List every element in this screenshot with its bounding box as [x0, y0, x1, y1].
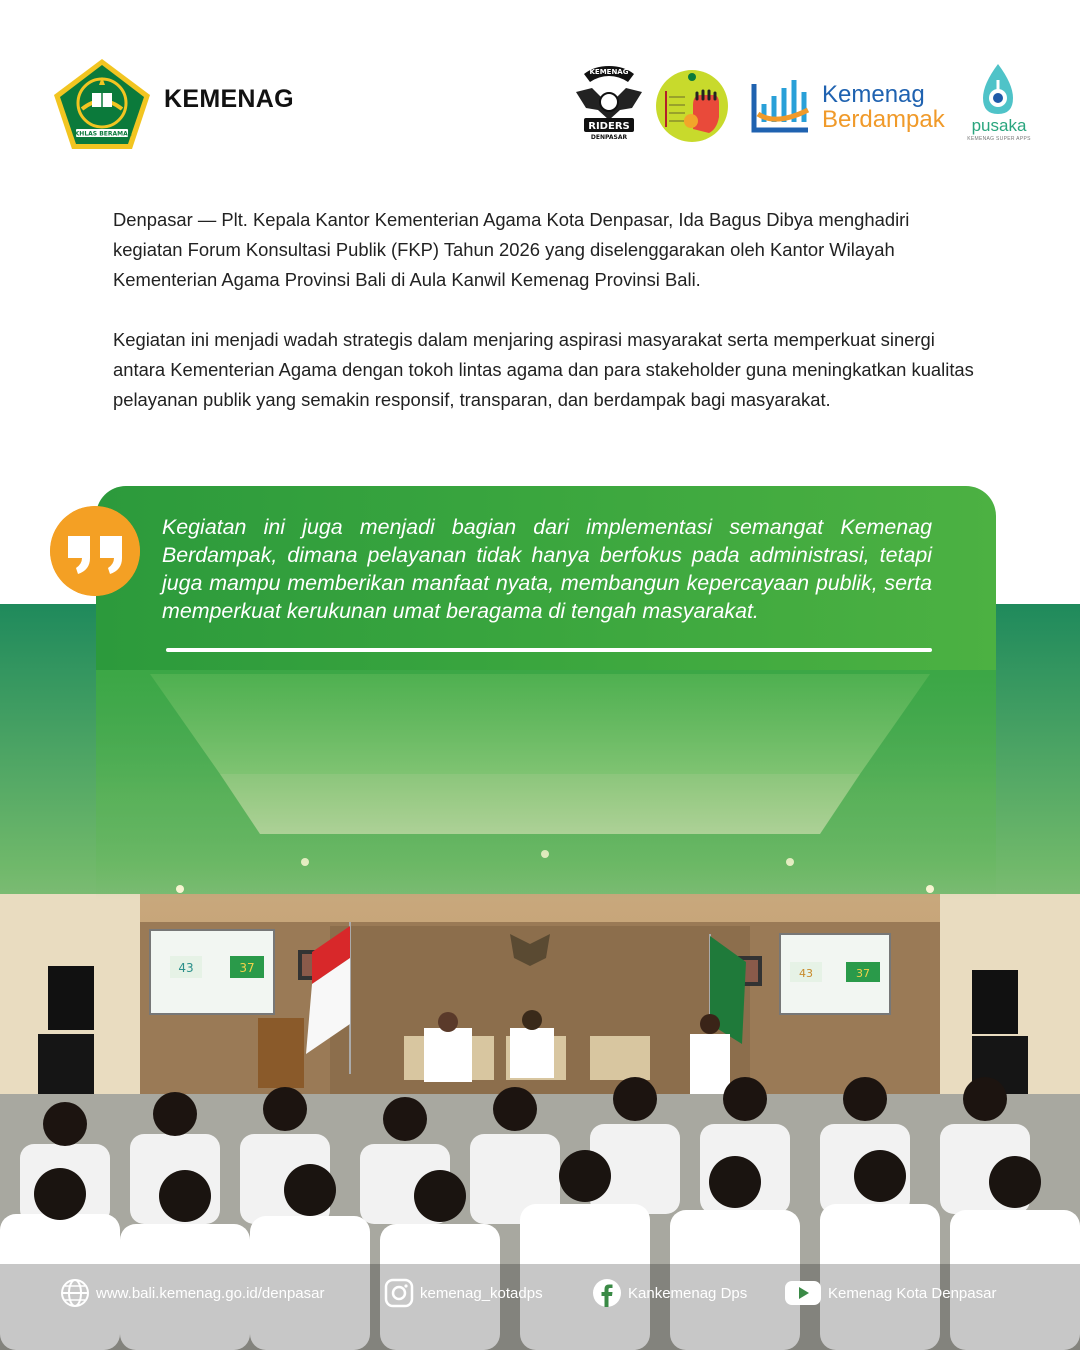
footer-youtube[interactable] [784, 1278, 996, 1308]
pusaka-tagline: KEMENAG SUPER APPS [967, 136, 1031, 142]
article-paragraph-2: Kegiatan ini menjadi wadah strategis dalam menjaring aspirasi masyarakat serta memperkuat sinergi antara Kementerian Agama dengan tokoh lintas agama dan para stakeholder guna meningkatkan kualitas pelayanan publik yang semakin responsif, transparan, dan berdampak bagi masyarakat. [113, 329, 974, 410]
article-body [113, 205, 983, 445]
instagram-icon [384, 1278, 414, 1308]
kemenag-logo [52, 57, 152, 151]
youtube-icon [784, 1278, 822, 1308]
footer-website-label: www.bali.kemenag.go.id/denpasar [96, 1284, 325, 1302]
screen-right-value-a: 43 [799, 967, 813, 980]
footer-website[interactable] [60, 1278, 324, 1308]
svg-text:KEMENAG: KEMENAG [589, 68, 629, 76]
facebook-icon [592, 1278, 622, 1308]
logo-motto: IKHLAS BERAMAL [72, 130, 132, 138]
berdampak-wordmark: Kemenag Berdampak [822, 81, 945, 133]
footer-instagram-label: kemenag_kotadps [420, 1284, 543, 1302]
quote-card-fade [96, 670, 996, 900]
quote-divider [166, 648, 932, 652]
pusaka-drop-icon [979, 62, 1017, 118]
footer-youtube-label: Kemenag Kota Denpasar [828, 1284, 997, 1302]
quote-text: Kegiatan ini juga menjadi bagian dari implementasi semangat Kemenag Berdampak, dimana pelayanan tidak hanya berfokus pada administrasi, tetapi juga mampu memberikan manfaat nyata, membangun kepercayaan publik, serta memperkuat kerukunan umat beragama di tengah masyarakat. [162, 515, 932, 623]
footer-facebook-label: Kankemenag Dps [628, 1284, 748, 1302]
screen-left-value-a: 43 [178, 961, 194, 975]
footer-facebook[interactable] [592, 1278, 747, 1308]
footer-bar [0, 1270, 1080, 1316]
svg-text:DENPASAR: DENPASAR [590, 134, 628, 141]
berdampak-logo-icon [750, 74, 812, 136]
footer-instagram[interactable] [384, 1278, 543, 1308]
pusaka-name: pusaka [971, 116, 1027, 135]
article-paragraph-1: Denpasar — Plt. Kepala Kantor Kementerian Agama Kota Denpasar, Ida Bagus Dibya menghadiri kegiatan Forum Konsultasi Publik (FKP) Tahun 2026 yang diselenggarakan oleh Kantor Wilayah Kementerian Agama Provinsi Bali di Aula Kanwil Kemenag Provinsi Bali. [113, 209, 910, 290]
screen-right-value-b: 37 [856, 967, 870, 980]
quote-mark-icon [50, 506, 140, 596]
brand-name: KEMENAG [164, 85, 294, 113]
riders-logo [572, 62, 646, 142]
globe-icon [60, 1278, 90, 1308]
screen-left-value-b: 37 [239, 961, 255, 975]
svg-text:RIDERS: RIDERS [588, 121, 630, 132]
moderasi-logo [655, 69, 729, 143]
